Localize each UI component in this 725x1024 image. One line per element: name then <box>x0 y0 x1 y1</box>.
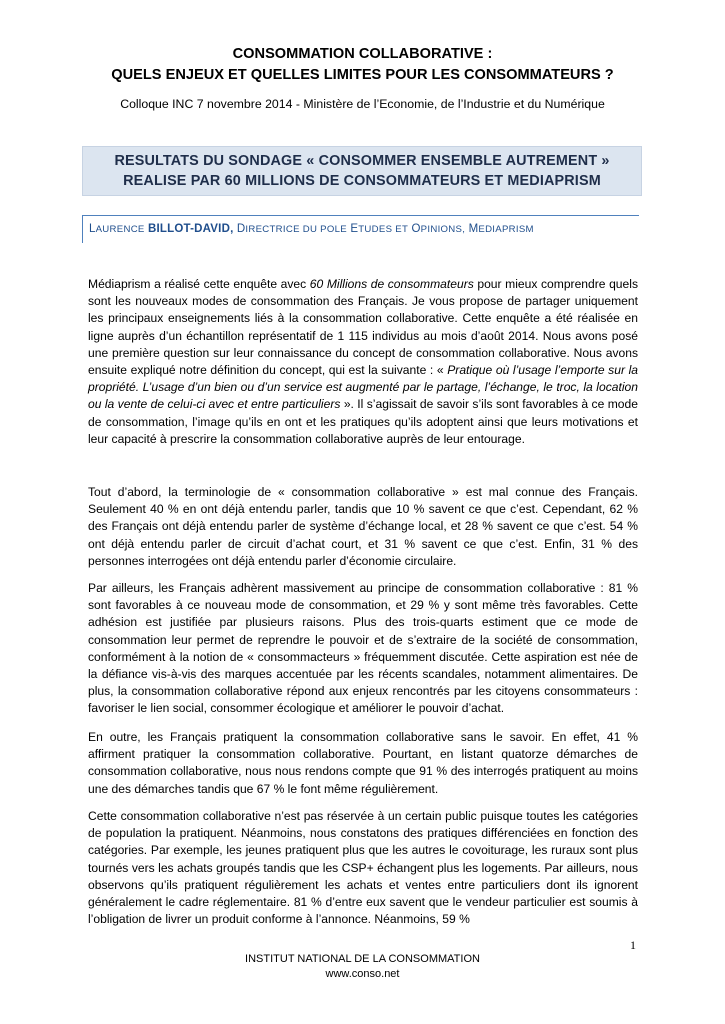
document-title <box>0 44 725 86</box>
paragraph-1-italic-2: Pratique où l’usage l’emporte sur la propriété. L’usage d’un bien ou d’un service est augmenté par le partage, l’échange, le troc, la location ou la vente de celui-ci avec et entre particuliers <box>88 363 638 412</box>
banner-line-2: REALISE PAR 60 MILLIONS DE CONSOMMATEURS ET MEDIAPRISM <box>123 173 601 189</box>
section-banner <box>82 146 642 196</box>
author-dept1-initial: E <box>350 223 359 235</box>
author-last-name: BILLOT-DAVID, <box>148 223 234 235</box>
paragraph-2: Tout d’abord, la terminologie de « consommation collaborative » est mal connue des Français. Seulement 40 % en ont déjà entendu parler, tandis que 10 % savent ce que c’est. Cependant, 62 % des Français ont déjà entendu parler de système d’échange local, et 28 % savent ce que c’est. 54 % ont déjà entendu parler de circuit d’achat court, et 31 % savent ce que c’est. Enfin, 31 % des personnes interrogées ont déjà entendu parler d’économie circulaire. <box>88 485 638 568</box>
paragraph-4: En outre, les Français pratiquent la consommation collaborative sans le savoir. En effet, 41 % affirment pratiquer la consommation collaborative. Pourtant, en listant quatorze démarches de consommation collaborative, nous nous rendons compte que 91 % des interrogés pratiquent au moins une des démarches tandis que 67 % le font même régulièrement. <box>88 730 638 796</box>
author-role-initial: D <box>236 223 246 235</box>
page-number: 1 <box>630 938 636 952</box>
page-footer <box>0 952 725 982</box>
title-line-1: CONSOMMATION COLLABORATIVE : <box>232 46 493 62</box>
paragraph-5: Cette consommation collaborative n’est pas réservée à un certain public puisque toutes les catégories de population la pratiquent. Néanmoins, nous constatons des pratiques différenciées en fonction des catégories. Par exemple, les jeunes pratiquent plus que les autres le covoiturage, les ruraux sont plus tournés vers les achats groupés tandis que les CSP+ échangent plus les logements. Par ailleurs, nous observons qu’ils pratiquent régulièrement les achats et ventes entre particuliers dont ils ignorent généralement le cadre réglementaire. 81 % d’entre eux savent que le vendeur particulier est soumis à l’obligation de livrer un produit conforme à l’annonce. Néanmoins, 59 % <box>88 809 638 927</box>
event-subtitle: Colloque INC 7 novembre 2014 - Ministère de l’Economie, de l’Industrie et du Numérique <box>120 97 605 111</box>
author-org-initial: M <box>468 223 479 235</box>
author-dept1-rest: TUDES ET <box>358 224 409 235</box>
paragraph-1-italic-1: 60 Millions de consommateurs <box>309 277 474 291</box>
author-first-rest: AURENCE <box>95 224 145 235</box>
author-first-initial: L <box>89 223 96 235</box>
paragraph-1 <box>88 276 638 448</box>
paragraph-1-text-a: Médiaprism a réalisé cette enquête avec <box>88 277 310 291</box>
author-org-rest: EDIAPRISM <box>478 224 534 235</box>
paragraph-1-text-b: pour mieux comprendre quels sont les nouveaux modes de consommation des Français. Je vous propose de partager uniquement les principaux enseignements liés à la consommation collaborative. Cette enquête a été réalisée en ligne auprès d’un échantillon représentatif de 1 115 individus au mois d’août 2014. Nous avons posé une première question sur leur connaissance du concept de consommation collaborative. Nous avons ensuite expliqué notre définition du concept, qui est la suivante : « <box>88 277 638 378</box>
banner-line-1: RESULTATS DU SONDAGE « CONSOMMER ENSEMBLE AUTREMENT » <box>114 153 610 169</box>
footer-website: www.conso.net <box>325 968 400 980</box>
paragraph-3: Par ailleurs, les Français adhèrent massivement au principe de consommation collaborative : 81 % sont favorables à ce nouveau mode de consommation, et 29 % y sont même très favorables. Cette adhésion est justifiée par plusieurs raisons. Plus des trois-quarts estiment que ce mode de consommation leur permet de reprendre le pouvoir et de s’extraire de la société de consommation, conformément à la notion de « consommacteurs » fréquemment discutée. Cette aspiration est née de la défiance vis-à-vis des marques accentuée par les récents scandales, notamment alimentaires. De plus, la consommation collaborative répond aux enjeux rencontrés par les citoyens consommateurs : favoriser le lien social, consommer écologique et améliorer le pouvoir d’achat. <box>88 581 638 716</box>
paragraph-1-text-c: ». Il s’agissait de savoir s’ils sont favorables à ce mode de consommation, l’image qu’ils en ont et les pratiques qu’ils adoptent ainsi que leurs motivations et leur capacité à prescrire la consommation collaborative auprès de leur entourage. <box>88 397 638 446</box>
author-role-rest: IRECTRICE DU POLE <box>245 224 347 235</box>
title-line-2: QUELS ENJEUX ET QUELLES LIMITES POUR LES CONSOMMATEURS ? <box>111 67 614 83</box>
author-block <box>82 215 639 243</box>
author-dept2-rest: PINIONS, <box>420 224 466 235</box>
author-line <box>89 221 534 238</box>
author-dept2-initial: O <box>411 223 421 235</box>
footer-institution: INSTITUT NATIONAL DE LA CONSOMMATION <box>245 953 480 965</box>
